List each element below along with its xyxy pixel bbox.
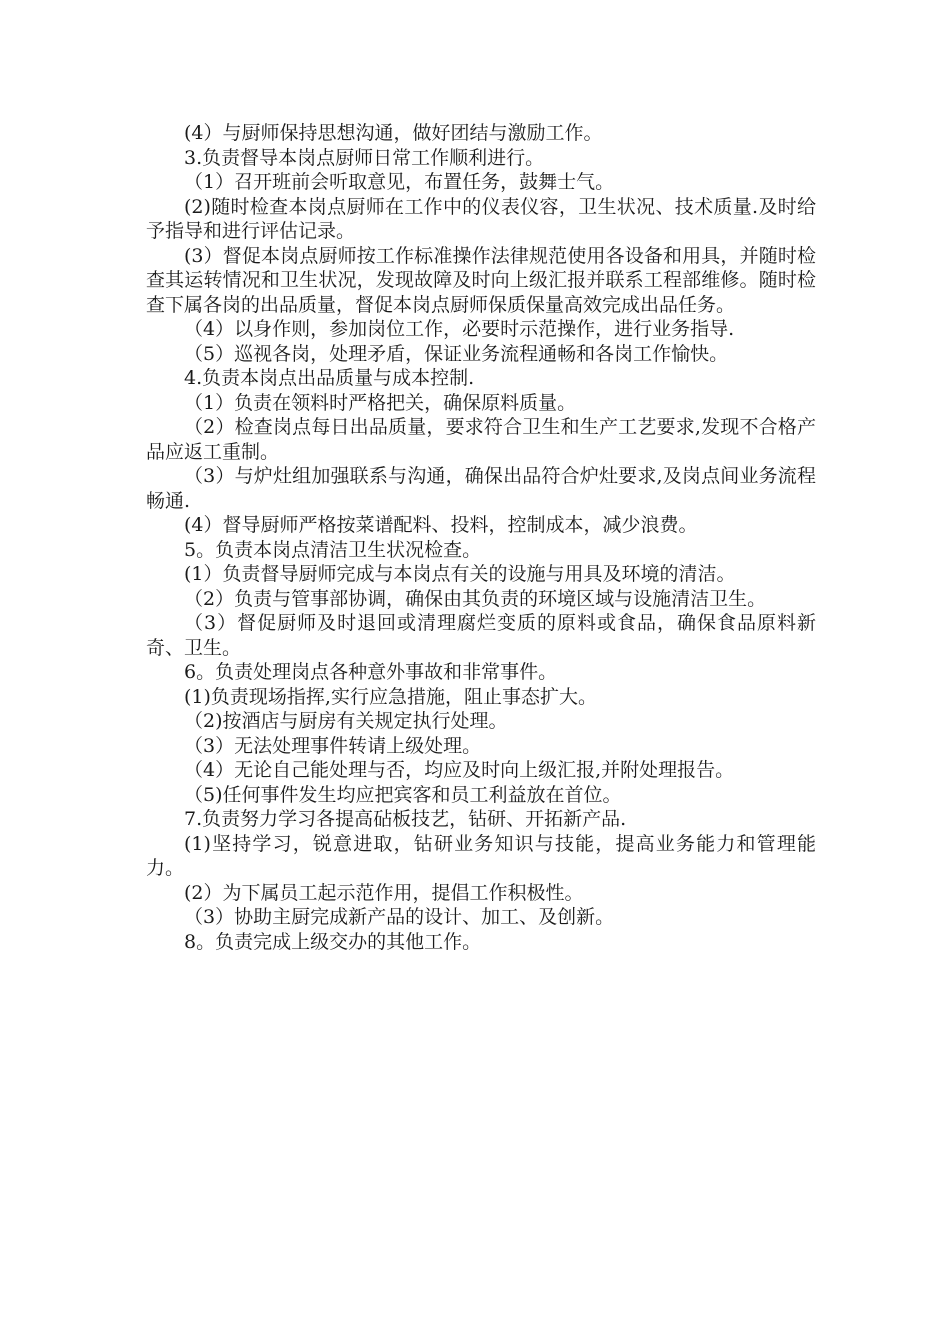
paragraph: (4）督导厨师严格按菜谱配料、投料，控制成本，减少浪费。 [184, 514, 698, 536]
paragraph: (1)坚持学习，锐意进取，钻研业务知识与技能，提高业务能力和管理能力。 [146, 832, 816, 879]
section-heading: 6。负责处理岗点各种意外事故和非常事件。 [184, 661, 558, 683]
section-heading: 8。负责完成上级交办的其他工作。 [184, 930, 482, 953]
document-body [146, 121, 816, 954]
paragraph: （3）无法处理事件转请上级处理。 [184, 734, 482, 757]
paragraph: （1）召开班前会听取意见，布置任务，鼓舞士气。 [184, 171, 615, 193]
paragraph: （2)按酒店与厨房有关规定执行处理。 [184, 710, 508, 732]
paragraph: （4）无论自己能处理与否，均应及时向上级汇报,并附处理报告。 [184, 759, 735, 781]
paragraph: (1)负责现场指挥,实行应急措施，阻止事态扩大。 [184, 685, 597, 708]
paragraph: (3）督促本岗点厨师按工作标准操作法律规范使用各设备和用具，并随时检查其运转情况和卫生状况，发现故障及时向上级汇报并联系工程部维修。随时检查下属各岗的出品质量，督促本岗点厨师保质保量高效完成出品任务。 [146, 244, 816, 316]
section-heading: 7.负责努力学习各提高砧板技艺，钻研、开拓新产品. [184, 808, 627, 830]
section-heading: 5。负责本岗点清洁卫生状况检查。 [184, 538, 482, 561]
section-heading: 3.负责督导本岗点厨师日常工作顺利进行。 [184, 146, 545, 169]
paragraph: （2）检查岗点每日出品质量，要求符合卫生和生产工艺要求,发现不合格产品应返工重制。 [146, 416, 816, 463]
paragraph: （5）巡视各岗，处理矛盾，保证业务流程通畅和各岗工作愉快。 [184, 342, 729, 365]
paragraph: (1）负责督导厨师完成与本岗点有关的设施与用具及环境的清洁。 [184, 563, 736, 585]
section-heading: 4.负责本岗点出品质量与成本控制. [184, 367, 475, 389]
paragraph: （2）负责与管事部协调，确保由其负责的环境区域与设施清洁卫生。 [184, 587, 767, 610]
paragraph: （1）负责在领料时严格把关，确保原料质量。 [184, 391, 577, 414]
paragraph: (2）为下属员工起示范作用，提倡工作积极性。 [184, 881, 584, 904]
paragraph: （4）以身作则，参加岗位工作，必要时示范操作，进行业务指导. [184, 318, 735, 340]
paragraph: （3）与炉灶组加强联系与沟通，确保出品符合炉灶要求,及岗点间业务流程畅通. [146, 465, 816, 512]
paragraph: （3）督促厨师及时退回或清理腐烂变质的原料或食品，确保食品原料新奇、卫生。 [146, 612, 816, 659]
paragraph: （3）协助主厨完成新产品的设计、加工、及创新。 [184, 906, 615, 928]
paragraph: (4）与厨师保持思想沟通，做好团结与激励工作。 [184, 122, 603, 144]
paragraph: （5)任何事件发生均应把宾客和员工利益放在首位。 [184, 783, 622, 806]
paragraph: (2)随时检查本岗点厨师在工作中的仪表仪容，卫生状况、技术质量.及时给予指导和进行评估记录。 [146, 195, 816, 242]
